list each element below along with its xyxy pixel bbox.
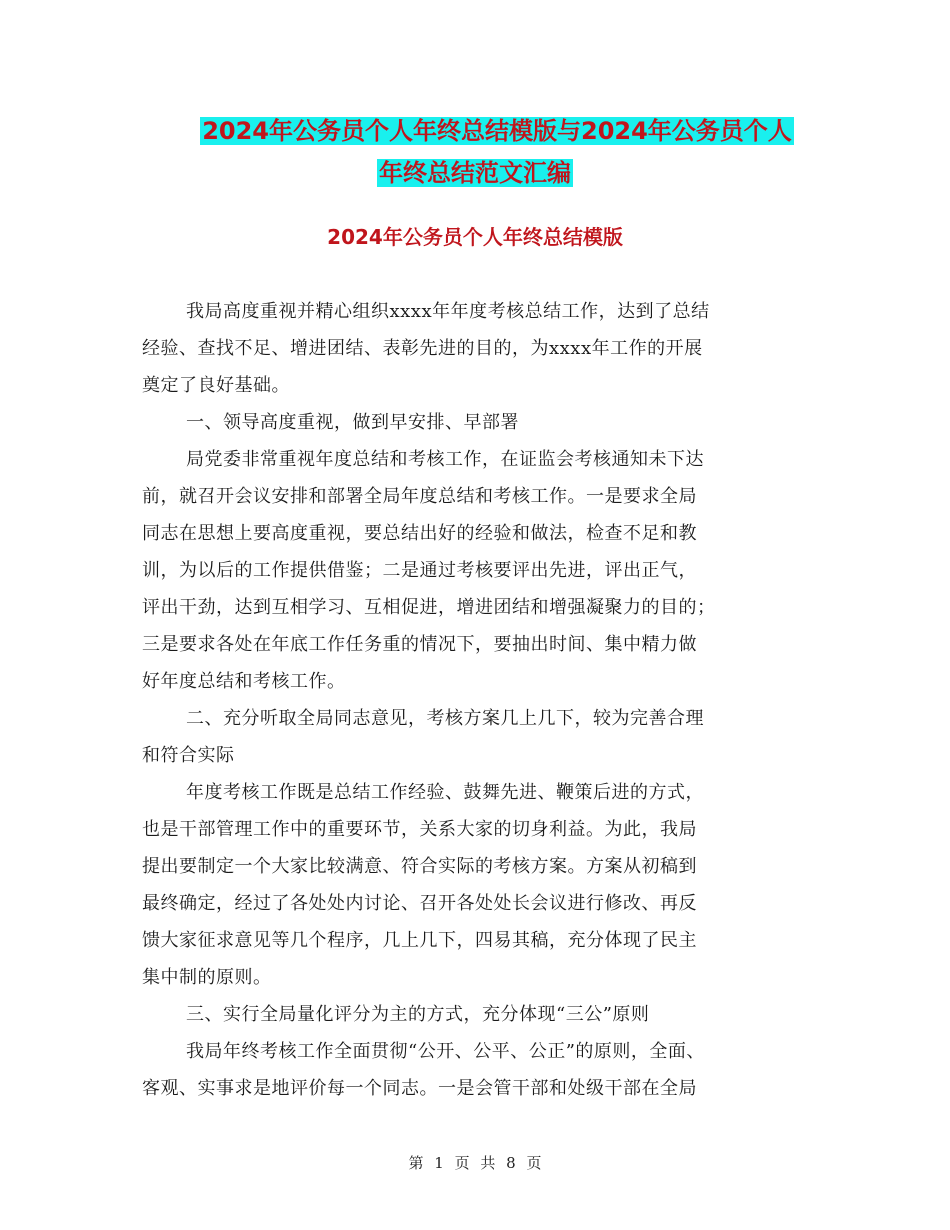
paragraph-line: 集中制的原则。: [142, 967, 272, 988]
paragraph-line: 提出要制定一个大家比较满意、符合实际的考核方案。方案从初稿到: [142, 856, 697, 877]
paragraph-line: 同志在思想上要高度重视，要总结出好的经验和做法，检查不足和教: [142, 523, 697, 544]
page-footer: 第 1 页 共 8 页: [408, 1154, 542, 1172]
paragraph-line: 馈大家征求意见等几个程序，几上几下，四易其稿，充分体现了民主: [142, 930, 697, 951]
section-heading: 一、领导高度重视，做到早安排、早部署: [186, 412, 519, 433]
paragraph-line: 局党委非常重视年度总结和考核工作，在证监会考核通知未下达: [186, 449, 704, 470]
paragraph-line: 奠定了良好基础。: [142, 375, 290, 396]
section-heading: 三、实行全局量化评分为主的方式，充分体现“三公”原则: [186, 1004, 650, 1025]
paragraph-line: 最终确定，经过了各处处内讨论、召开各处处长会议进行修改、再反: [142, 893, 697, 914]
paragraph-line: 三是要求各处在年底工作任务重的情况下，要抽出时间、集中精力做: [142, 634, 697, 655]
paragraph-line: 也是干部管理工作中的重要环节，关系大家的切身利益。为此，我局: [142, 819, 697, 840]
paragraph-line: 经验、查找不足、增进团结、表彰先进的目的，为xxxx年工作的开展: [142, 338, 703, 359]
section-heading: 二、充分听取全局同志意见，考核方案几上几下，较为完善合理: [186, 708, 704, 729]
section-title: 2024年公务员个人年终总结模版: [327, 225, 623, 249]
paragraph-line: 前，就召开会议安排和部署全局年度总结和考核工作。一是要求全局: [142, 486, 697, 507]
paragraph-line: 客观、实事求是地评价每一个同志。一是会管干部和处级干部在全局: [142, 1078, 697, 1099]
paragraph-line: 年度考核工作既是总结工作经验、鼓舞先进、鞭策后进的方式，: [186, 782, 704, 803]
paragraph-line: 训，为以后的工作提供借鉴；二是通过考核要评出先进，评出正气，: [142, 560, 697, 581]
paragraph-line: 好年度总结和考核工作。: [142, 671, 346, 692]
document-title-line-2: 年终总结范文汇编: [379, 159, 571, 187]
paragraph-line: 评出干劲，达到互相学习、互相促进，增进团结和增强凝聚力的目的；: [142, 597, 716, 618]
paragraph-line: 我局高度重视并精心组织xxxx年年度考核总结工作，达到了总结: [186, 301, 710, 322]
paragraph-line: 我局年终考核工作全面贯彻“公开、公平、公正”的原则，全面、: [186, 1041, 705, 1062]
document-title-line-1: 2024年公务员个人年终总结模版与2024年公务员个人: [202, 117, 792, 145]
section-heading: 和符合实际: [142, 745, 235, 766]
